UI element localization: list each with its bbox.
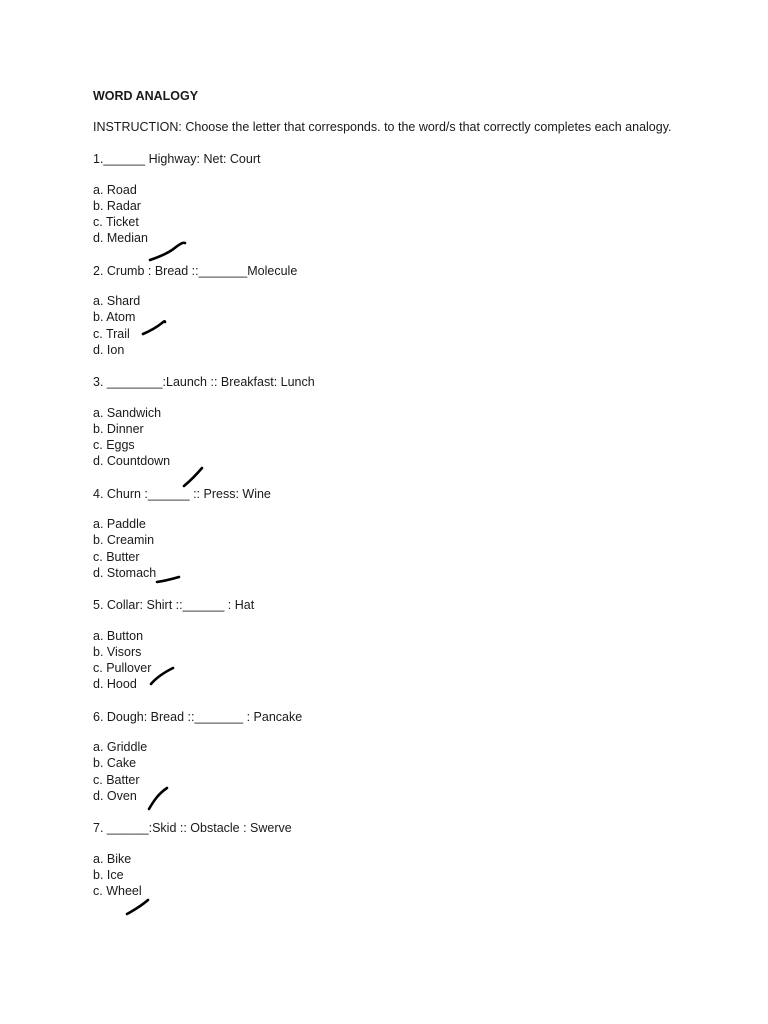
question-block-2 [93,263,673,358]
choices-3 [93,405,673,470]
choice-2-c: c. Trail [93,326,130,341]
choice-7-c: c. Wheel [93,884,142,899]
question-4: 4. Churn :______ :: Press: Wine [93,486,271,501]
choice-1-d: d. Median [93,231,148,246]
question-block-3 [93,374,673,469]
instruction-text: INSTRUCTION: Choose the letter that corresponds. to the word/s that correctly completes each analogy. [93,120,672,135]
question-block-5 [93,597,673,692]
choice-6-a: a. Griddle [93,740,148,755]
choice-5-c: c. Pullover [93,661,152,676]
question-7: 7. ______:Skid :: Obstacle : Swerve [93,821,292,836]
choice-4-d: d. Stomach [93,565,157,580]
choices-6 [93,739,673,804]
question-6: 6. Dough: Bread ::_______ : Pancake [93,709,303,724]
choice-3-d: d. Countdown [93,454,171,469]
choice-4-c: c. Butter [93,549,140,564]
choice-4-b: b. Creamin [93,533,155,548]
choice-1-c: c. Ticket [93,215,139,230]
choice-5-a: a. Button [93,628,144,643]
question-block-6 [93,709,673,804]
choices-7 [93,851,673,900]
worksheet-content [93,88,673,915]
choice-1-a: a. Road [93,182,137,197]
question-2: 2. Crumb : Bread ::_______Molecule [93,263,298,278]
choice-7-a: a. Bike [93,851,132,866]
choice-3-b: b. Dinner [93,421,144,436]
choice-6-d: d. Oven [93,788,137,803]
choice-3-c: c. Eggs [93,438,135,453]
choice-6-c: c. Batter [93,772,140,787]
choices-1 [93,182,673,247]
choice-2-b: b. Atom [93,310,136,325]
question-5: 5. Collar: Shirt ::______ : Hat [93,598,255,613]
choice-7-b: b. Ice [93,867,124,882]
choices-5 [93,628,673,693]
choice-3-a: a. Sandwich [93,405,162,420]
choices-2 [93,293,673,358]
question-block-1 [93,151,673,246]
question-3: 3. ________:Launch :: Breakfast: Lunch [93,375,315,390]
question-block-4 [93,486,673,581]
choice-5-b: b. Visors [93,644,142,659]
choice-2-d: d. Ion [93,342,125,357]
worksheet-title: WORD ANALOGY [93,89,199,103]
choice-1-b: b. Radar [93,198,141,213]
choice-5-d: d. Hood [93,677,137,692]
question-1: 1.______ Highway: Net: Court [93,152,261,167]
choice-2-a: a. Shard [93,294,141,309]
question-block-7 [93,820,673,899]
choices-4 [93,516,673,581]
choice-6-b: b. Cake [93,756,137,771]
choice-4-a: a. Paddle [93,517,146,532]
